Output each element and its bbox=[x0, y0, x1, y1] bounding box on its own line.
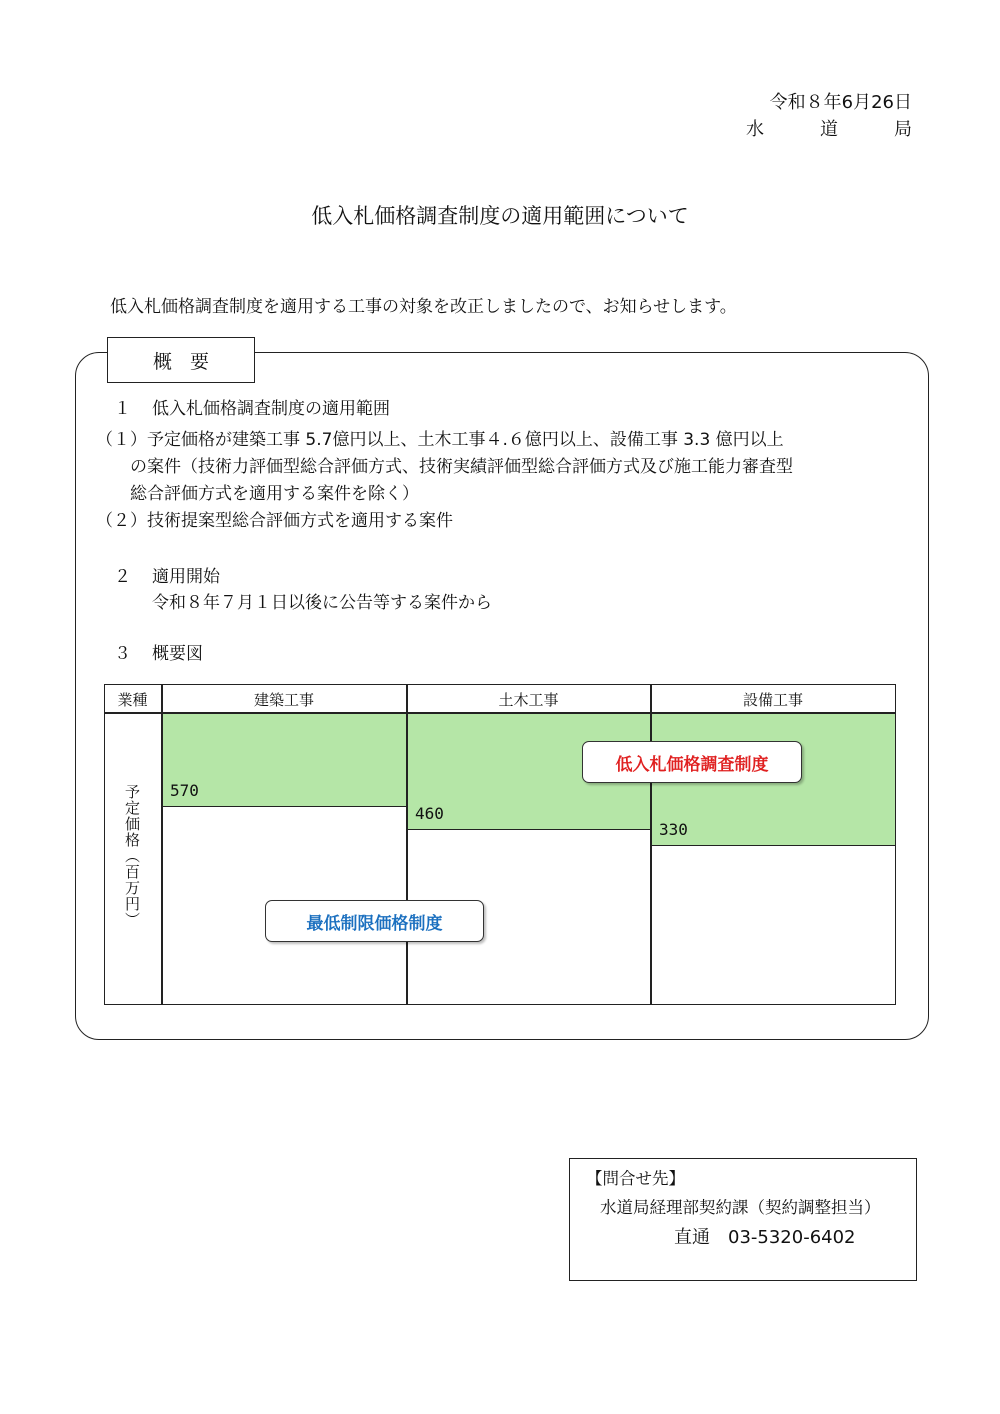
contact-box bbox=[569, 1158, 917, 1281]
equipment-threshold-value: 330 bbox=[659, 820, 688, 839]
section-1-heading bbox=[114, 394, 390, 419]
section-3-number: ３ bbox=[114, 644, 131, 664]
contact-department: 水道局経理部契約課（契約調整担当） bbox=[600, 1198, 881, 1217]
building-threshold-value: 570 bbox=[170, 781, 199, 800]
section-2-heading bbox=[114, 562, 220, 587]
section-1-number: １ bbox=[114, 399, 131, 419]
org-char-1: 水 bbox=[746, 119, 764, 140]
section-2-title: 適用開始 bbox=[152, 567, 220, 587]
section-3-heading bbox=[114, 639, 203, 664]
issue-date: 令和８年6月26日 bbox=[769, 92, 912, 113]
issuing-organization bbox=[746, 115, 912, 141]
section-2-number: ２ bbox=[114, 567, 131, 587]
section-1-line-1: （１）予定価格が建築工事 5.7億円以上、土木工事４.６億円以上、設備工事 3.3 億円以上 bbox=[96, 430, 784, 450]
building-threshold-line bbox=[162, 806, 406, 807]
section-1-items bbox=[96, 427, 793, 535]
section-1-line-3: 総合評価方式を適用する案件を除く） bbox=[96, 484, 419, 504]
intro-text: 低入札価格調査制度を適用する工事の対象を改正しましたので、お知らせします。 bbox=[110, 297, 737, 317]
section-1-line-4: （２）技術提案型総合評価方式を適用する案件 bbox=[96, 511, 453, 531]
category-header: 業種 bbox=[117, 691, 148, 709]
price-axis-label: 予定価格（百万円） bbox=[123, 784, 141, 928]
section-3-title: 概要図 bbox=[152, 644, 203, 664]
header-divider bbox=[104, 712, 896, 714]
contact-phone: 直通 03-5320-6402 bbox=[674, 1227, 856, 1248]
section-1-line-2: の案件（技術力評価型総合評価方式、技術実績評価型総合評価方式及び施工能力審査型 bbox=[96, 457, 793, 477]
col-divider-1 bbox=[161, 684, 163, 1005]
section-1-title: 低入札価格調査制度の適用範囲 bbox=[152, 399, 390, 419]
equipment-header: 設備工事 bbox=[742, 691, 803, 709]
contact-heading: 【問合せ先】 bbox=[586, 1169, 685, 1188]
building-header: 建築工事 bbox=[253, 691, 314, 709]
col-divider-2 bbox=[406, 684, 408, 1005]
minimum-price-badge: 最低制限価格制度 bbox=[265, 900, 484, 942]
section-2-text: 令和８年７月１日以後に公告等する案件から bbox=[152, 593, 492, 613]
org-char-2: 道 bbox=[820, 119, 838, 140]
overview-label: 概要 bbox=[107, 337, 255, 383]
document-title: 低入札価格調査制度の適用範囲について bbox=[311, 204, 689, 228]
civil-threshold-value: 460 bbox=[415, 804, 444, 823]
low-bid-survey-badge: 低入札価格調査制度 bbox=[582, 741, 802, 783]
civil-header: 土木工事 bbox=[498, 691, 559, 709]
civil-threshold-line bbox=[407, 829, 650, 830]
org-char-3: 局 bbox=[894, 119, 912, 140]
equipment-threshold-line bbox=[651, 845, 895, 846]
